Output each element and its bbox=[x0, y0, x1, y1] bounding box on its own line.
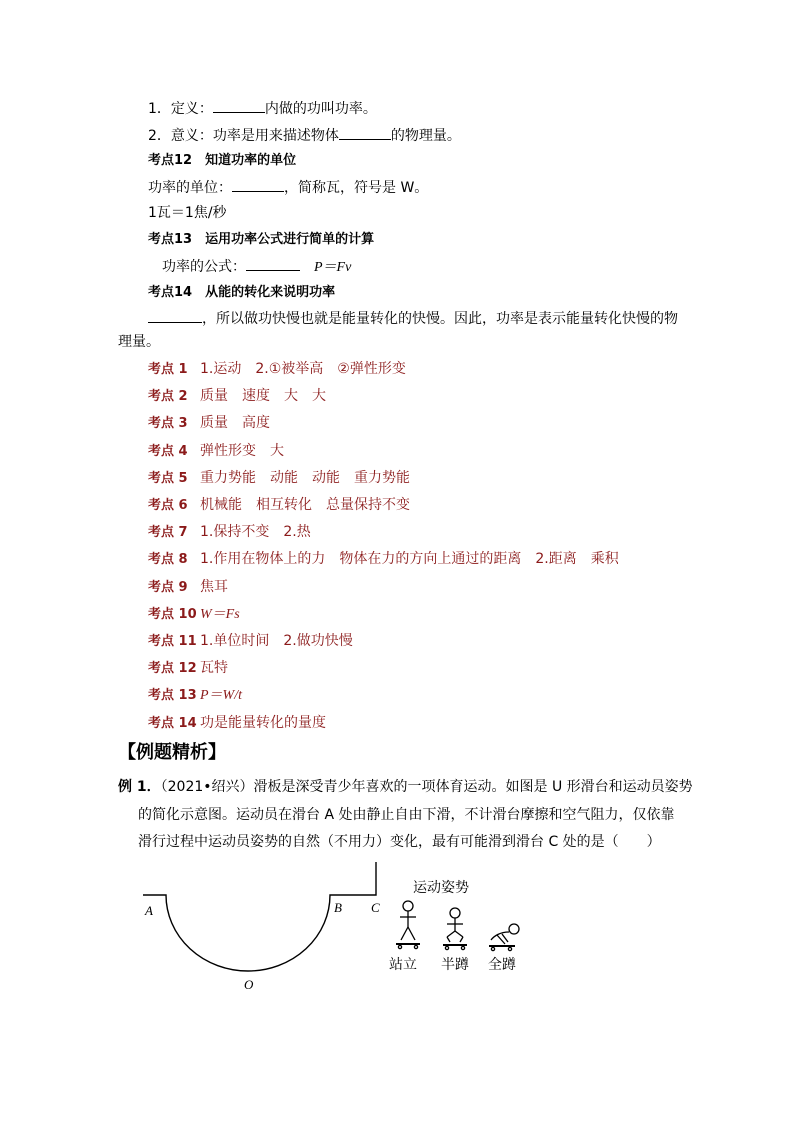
example-label: 例 1． bbox=[118, 779, 161, 795]
definition-label: 1．定义： bbox=[148, 101, 213, 117]
answer-text: 1.作用在物体上的力 物体在力的方向上通过的距离 2.距离 乘积 bbox=[200, 551, 619, 568]
answer-key: 考点 2 bbox=[148, 389, 188, 405]
label-o: O bbox=[244, 977, 254, 992]
formula-text: P＝Fv bbox=[314, 260, 352, 275]
pose-half-label: 半蹲 bbox=[441, 957, 469, 973]
answer-text: 弹性形变 大 bbox=[200, 442, 284, 459]
example-line2: 的简化示意图。运动员在滑台 A 处由静止自由下滑，不计滑台摩擦和空气阻力，仅依靠 bbox=[138, 807, 675, 823]
u-ramp-path bbox=[143, 862, 376, 971]
answer-key: 考点 14 bbox=[148, 715, 197, 731]
pose-full-label: 全蹲 bbox=[488, 957, 516, 973]
answer-key: 考点 12 bbox=[148, 661, 197, 677]
answer-text: 1.单位时间 2.做功快慢 bbox=[200, 633, 353, 649]
answer-key: 考点 6 bbox=[148, 498, 188, 513]
answer-text: 质量 高度 bbox=[200, 415, 270, 432]
half-squat-pose-icon bbox=[443, 908, 467, 950]
section-title: 【例题精析】 bbox=[118, 742, 226, 763]
answer-text: W＝Fs bbox=[200, 606, 240, 622]
point-14-text: ，所以做功快慢也就是能量转化的快慢。因此，功率是表示能量转化快慢的物 bbox=[202, 311, 678, 327]
meaning-label: 2．意义：功率是用来描述物体 bbox=[148, 128, 339, 144]
answer-text: 1.保持不变 2.热 bbox=[200, 524, 311, 541]
point-14-title: 考点14 从能的转化来说明功率 bbox=[148, 285, 336, 300]
answer-key: 考点 11 bbox=[148, 634, 197, 649]
example-text: 滑板是深受青少年喜欢的一项体育运动。如图是 U 形滑台和运动员姿势 bbox=[253, 779, 693, 795]
answer-text: 瓦特 bbox=[200, 660, 228, 677]
answer-text: 重力势能 动能 动能 重力势能 bbox=[200, 469, 410, 486]
meaning-text: 的物理量。 bbox=[390, 128, 461, 144]
answer-text: 质量 速度 大 大 bbox=[200, 388, 326, 405]
unit-text: ，简称瓦，符号是 W。 bbox=[284, 180, 429, 196]
answer-text: 1.运动 2.①被举高 ②弹性形变 bbox=[200, 361, 406, 377]
answer-key: 考点 10 bbox=[148, 606, 197, 622]
label-b: B bbox=[334, 900, 342, 915]
pose-title: 运动姿势 bbox=[413, 880, 469, 896]
point-12-line2: 1瓦＝1焦/秒 bbox=[148, 205, 227, 221]
point-13-title: 考点13 运用功率公式进行简单的计算 bbox=[148, 232, 375, 247]
answer-key: 考点 9 bbox=[148, 579, 188, 595]
full-squat-pose-icon bbox=[489, 924, 519, 951]
answer-key: 考点 4 bbox=[148, 443, 188, 459]
answer-key: 考点 8 bbox=[148, 552, 188, 568]
answer-key: 考点 3 bbox=[148, 416, 188, 432]
answer-text: 焦耳 bbox=[200, 578, 228, 595]
answer-key: 考点 5 bbox=[148, 470, 188, 486]
answer-key: 考点 13 bbox=[148, 688, 197, 704]
example-source: （2021•绍兴） bbox=[160, 779, 254, 795]
answer-text: 机械能 相互转化 总量保持不变 bbox=[200, 497, 410, 513]
answer-text: P＝W/t bbox=[200, 688, 242, 704]
answer-key: 考点 7 bbox=[148, 525, 188, 541]
pose-stand-label: 站立 bbox=[389, 957, 417, 973]
point-14-line2: 理量。 bbox=[118, 334, 160, 350]
definition-text: 内做的功叫功率。 bbox=[264, 101, 377, 117]
label-c: C bbox=[371, 900, 380, 915]
unit-label: 功率的单位： bbox=[148, 180, 232, 196]
point-12-title: 考点12 知道功率的单位 bbox=[148, 153, 297, 168]
formula-label: 功率的公式： bbox=[162, 259, 246, 275]
standing-pose-icon bbox=[396, 901, 420, 949]
answer-text: 功是能量转化的量度 bbox=[200, 714, 326, 731]
label-a: A bbox=[145, 903, 153, 918]
example-line3: 滑行过程中运动员姿势的自然（不用力）变化，最有可能滑到滑台 C 处的是（ ） bbox=[138, 834, 661, 850]
answer-key: 考点 1 bbox=[148, 362, 188, 377]
